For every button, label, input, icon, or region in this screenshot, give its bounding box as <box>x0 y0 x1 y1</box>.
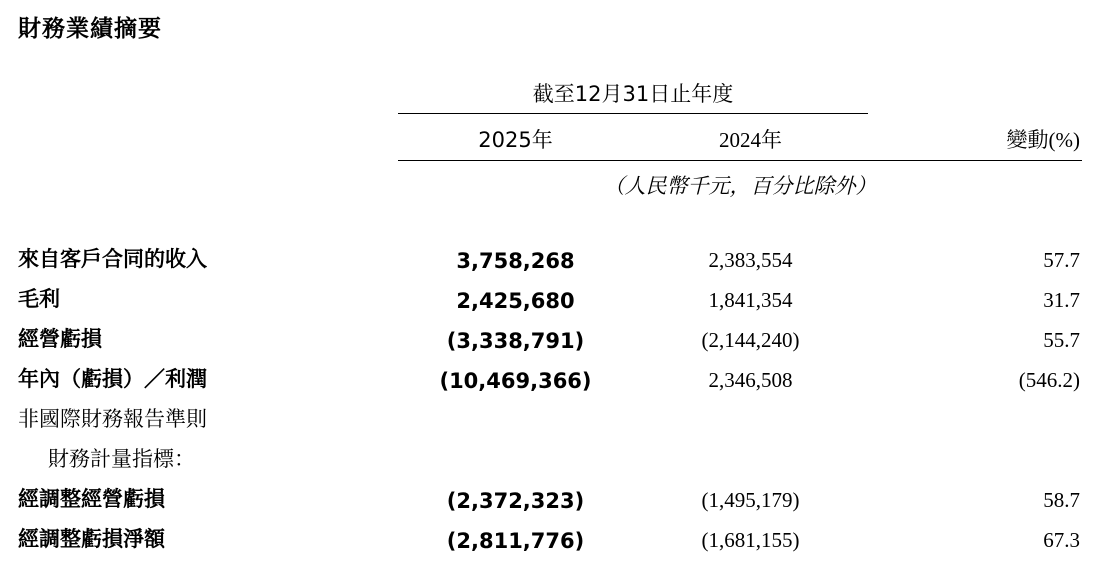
row-value-current: (10,469,366) <box>439 369 592 393</box>
row-value-current <box>398 438 633 478</box>
row-label: 經調整虧損淨額 <box>18 527 165 551</box>
row-value-change: 57.7 <box>1043 248 1080 272</box>
header-change: 變動(%) <box>868 124 1082 161</box>
table-row <box>18 478 1082 518</box>
table-row <box>18 438 1082 478</box>
table-header-columns-row <box>18 124 1082 161</box>
row-value-change: (546.2) <box>1018 368 1080 392</box>
header-spacer-cell-right <box>868 78 1082 114</box>
row-value-current: 2,425,680 <box>456 289 575 313</box>
spacer-cell <box>868 202 1082 238</box>
row-value-current: 3,758,268 <box>456 249 575 273</box>
financial-summary-table <box>18 78 1082 558</box>
header-period-label: 截至12月31日止年度 <box>398 78 868 114</box>
row-value-prior: 1,841,354 <box>708 288 793 312</box>
row-label: 年內（虧損）／利潤 <box>18 367 207 391</box>
row-value-prior: (1,681,155) <box>701 528 800 552</box>
header-spacer-cell <box>18 78 398 114</box>
row-value-prior: (1,495,179) <box>701 488 800 512</box>
row-value-change <box>868 438 1082 478</box>
unit-note-spacer <box>18 161 398 203</box>
row-value-prior <box>633 398 868 438</box>
row-value-change: 58.7 <box>1043 488 1080 512</box>
table-row <box>18 518 1082 558</box>
table-row <box>18 318 1082 358</box>
spacer-cell <box>633 202 868 238</box>
row-value-change: 31.7 <box>1043 288 1080 312</box>
row-value-current <box>398 398 633 438</box>
table-row <box>18 398 1082 438</box>
row-value-prior: 2,383,554 <box>708 248 793 272</box>
row-label: 非國際財務報告準則 <box>18 407 207 431</box>
table-row <box>18 358 1082 398</box>
gap-cell <box>868 114 1082 125</box>
row-value-current: (2,811,776) <box>446 529 585 553</box>
row-value-prior: (2,144,240) <box>701 328 800 352</box>
table-spacer-row <box>18 202 1082 238</box>
row-value-current: (3,338,791) <box>446 329 585 353</box>
row-label: 來自客戶合同的收入 <box>18 247 207 271</box>
spacer-cell <box>18 202 398 238</box>
table-header-gap-row <box>18 114 1082 125</box>
page-title: 財務業績摘要 <box>18 16 162 42</box>
gap-cell <box>398 114 633 125</box>
table-row <box>18 238 1082 278</box>
row-value-prior: 2,346,508 <box>708 368 793 392</box>
table-unit-note-row <box>18 161 1082 203</box>
gap-cell <box>18 114 398 125</box>
row-value-change: 67.3 <box>1043 528 1080 552</box>
spacer-cell <box>398 202 633 238</box>
table-row <box>18 278 1082 318</box>
row-value-change: 55.7 <box>1043 328 1080 352</box>
unit-note: （人民幣千元，百分比除外） <box>603 174 877 198</box>
row-value-change <box>868 398 1082 438</box>
row-label: 經調整經營虧損 <box>18 487 165 511</box>
table-header-period-row <box>18 78 1082 114</box>
gap-cell <box>633 114 868 125</box>
row-label: 財務計量指標： <box>48 447 195 471</box>
row-value-current: (2,372,323) <box>446 489 585 513</box>
row-value-prior <box>633 438 868 478</box>
header-year-prior: 2024年 <box>633 124 868 161</box>
row-label: 經營虧損 <box>18 327 102 351</box>
header-year-current: 2025年 <box>398 124 633 161</box>
header-label-cell <box>18 124 398 161</box>
row-label: 毛利 <box>18 287 60 311</box>
